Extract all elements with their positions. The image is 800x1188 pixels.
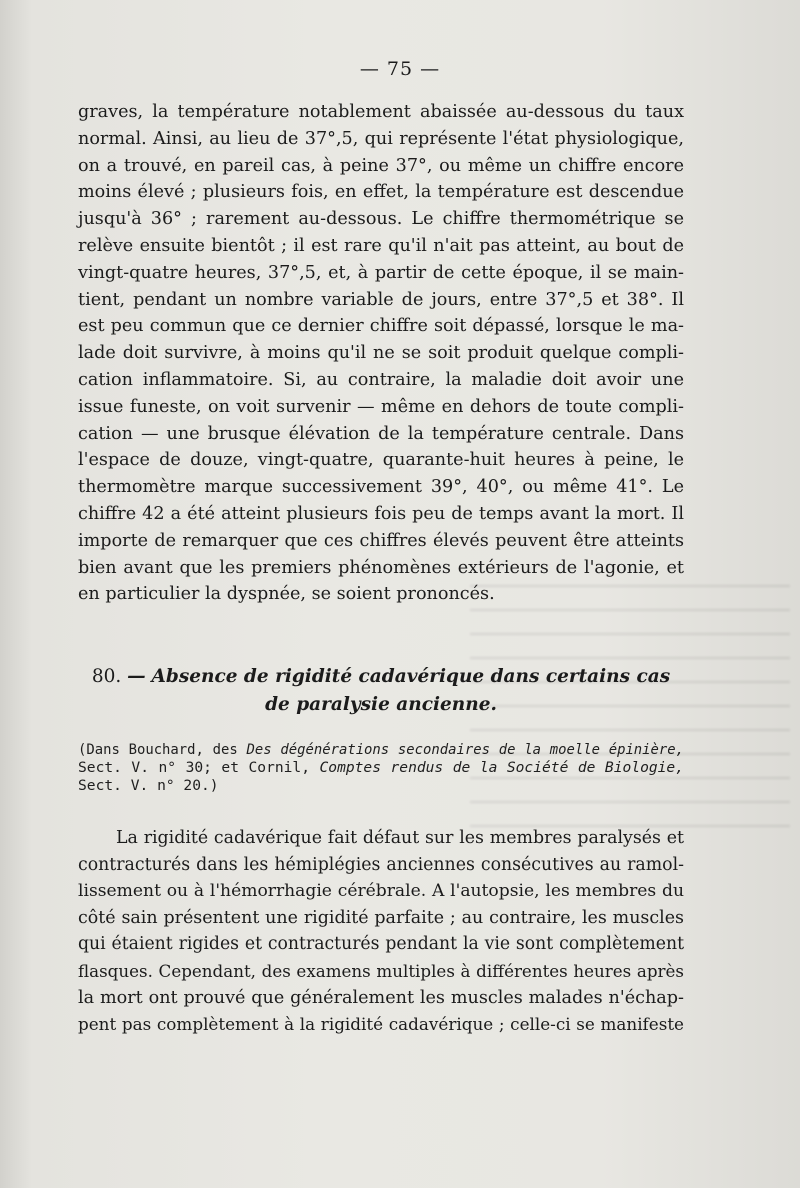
paragraph-temperature <box>78 99 684 608</box>
section-heading <box>78 663 684 719</box>
text-line: tient, pendant un nombre variable de jours, entre 37°,5 et 38°. Il <box>78 289 684 310</box>
text-line: pent pas complètement à la rigidité cadavérique ; celle-ci se manifeste <box>78 1014 684 1035</box>
citation-text: Sect. V. n° 30; et Cornil, <box>78 759 320 776</box>
citation-text: (Dans Bouchard, des <box>78 742 247 758</box>
text-line: côté sain présentent une rigidité parfaite ; au contraire, les muscles <box>78 907 684 928</box>
citation-line-2 <box>78 759 684 777</box>
text-line: importe de remarquer que ces chiffres élevés peuvent être atteints <box>78 530 684 551</box>
citation-title: Comptes rendus de la Société de Biologie, <box>319 759 684 776</box>
text-line: la mort ont prouvé que généralement les muscles malades n'échap- <box>78 987 684 1008</box>
paragraph-rigidity <box>78 825 684 1038</box>
text-line: cation inflammatoire. Si, au contraire, la maladie doit avoir une <box>78 369 684 390</box>
citation-line-3: Sect. V. n° 20.) <box>78 777 219 794</box>
text-line: chiffre 42 a été atteint plusieurs fois peu de temps avant la mort. Il <box>78 503 684 524</box>
text-line: qui étaient rigides et contracturés pendant la vie sont complètement <box>78 934 684 955</box>
citation-note <box>78 741 684 795</box>
text-line: graves, la température notablement abaissée au-dessous du taux <box>78 102 684 122</box>
text-line: est peu commun que ce dernier chiffre soit dépassé, lorsque le ma- <box>78 316 684 337</box>
citation-title: Des dégénérations secondaires de la moelle épinière, <box>246 742 684 758</box>
text-line: lissement ou à l'hémorrhagie cérébrale. A l'autopsie, les membres du <box>78 881 684 902</box>
text-line: en particulier la dyspnée, se soient prononcés. <box>78 584 495 605</box>
text-line: thermomètre marque successivement 39°, 40°, ou même 41°. Le <box>78 477 684 498</box>
section-dash: — <box>127 666 146 687</box>
text-line: on a trouvé, en pareil cas, à peine 37°, ou même un chiffre encore <box>78 155 684 176</box>
citation-line-1 <box>78 741 684 759</box>
section-title-line-1: Absence de rigidité cadavérique dans certains cas <box>151 666 671 687</box>
text-line: issue funeste, on voit survenir — même en dehors de toute compli- <box>78 396 684 417</box>
text-line: lade doit survivre, à moins qu'il ne se soit produit quelque compli- <box>78 343 684 364</box>
section-number: 80. <box>91 666 122 687</box>
text-line: relève ensuite bientôt ; il est rare qu'il n'ait pas atteint, au bout de <box>78 235 684 256</box>
text-line: moins élevé ; plusieurs fois, en effet, la température est descendue <box>78 182 684 203</box>
text-line: bien avant que les premiers phénomènes extérieurs de l'agonie, et <box>78 557 684 578</box>
text-line: vingt-quatre heures, 37°,5, et, à partir de cette époque, il se main- <box>78 262 684 283</box>
text-line: jusqu'à 36° ; rarement au-dessous. Le chiffre thermométrique se <box>78 209 684 230</box>
text-line: l'espace de douze, vingt-quatre, quarante-huit heures à peine, le <box>78 450 684 471</box>
text-line: La rigidité cadavérique fait défaut sur les membres paralysés et <box>116 828 684 848</box>
text-line: contracturés dans les hémiplégies anciennes consécutives au ramol- <box>78 854 684 875</box>
text-line: flasques. Cependant, des examens multiples à différentes heures après <box>78 960 684 981</box>
text-line: normal. Ainsi, au lieu de 37°,5, qui représente l'état physiologique, <box>78 128 684 149</box>
text-line: cation — une brusque élévation de la température centrale. Dans <box>78 423 684 444</box>
page-number: — 75 — <box>359 58 441 80</box>
section-heading-line-1 <box>78 663 684 691</box>
section-title-line-2: de paralysie ancienne. <box>265 694 497 715</box>
